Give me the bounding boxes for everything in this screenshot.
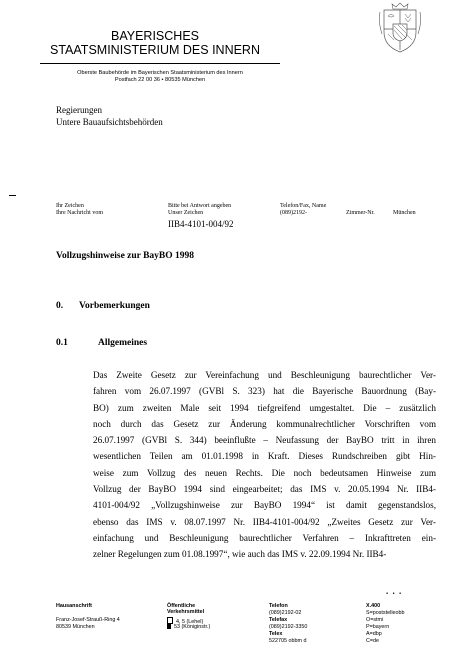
footer-address-line1: Franz-Josef-Strauß-Ring 4 (56, 617, 120, 623)
section-0-1-title: Allgemeines (98, 338, 148, 348)
bus-icon (167, 617, 173, 624)
ministry-name-line2: STAATSMINISTERIUM DES INNERN (50, 43, 260, 57)
footer-transit-title1: Öffentliche (167, 603, 196, 609)
footer-x400-line4: A=dbp (366, 631, 382, 637)
your-letter-date-label: Ihre Nachricht vom (56, 210, 103, 216)
tram-icon (167, 624, 171, 629)
footer-x400-line5: C=de (366, 638, 380, 644)
body-line: ebenso das IMS v. 08.07.1997 Nr. IIB4-4101-004/92 „Zweites Gesetz zur Ver- (93, 516, 436, 527)
footer-fax-value: (089)2192-3350 (269, 624, 308, 630)
footer-phone-title: Telefon (269, 603, 288, 609)
body-line: weise zum Vollzug des neuen Rechts. Die noch bedeutsamen Hinweise zum (93, 467, 436, 478)
recipient-line1: Regierungen (56, 105, 102, 115)
footer-phone-value: (089)2192-02 (269, 610, 302, 616)
ministry-name-line1: BAYERISCHES (111, 29, 199, 43)
footer-tram-text: 53 (Königinstr.) (174, 624, 211, 630)
sender-line2: Postfach 22 00 36 • 80535 München (114, 77, 206, 83)
footer-x400-line2: O=stmi (366, 617, 384, 623)
subject-heading: Vollzugshinweise zur BayBO 1998 (56, 251, 195, 261)
body-paragraph (93, 367, 436, 563)
footer-fax-title: Telefax (269, 617, 288, 623)
body-line: einfachung und Beschleunigung baurechtlicher Verfahren – Inkrafttreten ein- (93, 532, 436, 543)
footer-telex-title: Telex (269, 631, 283, 637)
footer-x400-line3: P=bayern (366, 624, 390, 630)
section-0-number: 0. (56, 301, 64, 311)
section-0-1-number: 0.1 (56, 338, 68, 348)
section-0-title: Vorbemerkungen (79, 301, 150, 311)
phone-prefix-label: (089)2192- (280, 210, 307, 216)
city-label: München (393, 210, 416, 216)
reply-note-label: Bitte bei Antwort angeben (168, 203, 232, 209)
body-line: zelner Regelungen zum 01.08.1997“, wie auch das IMS v. 22.09.1994 Nr. IIB4- (93, 549, 387, 560)
body-line: 4101-004/92 „Vollzugshinweise zur BayBO 1994“ ist damit gegenstandslos, (93, 500, 436, 511)
phone-fax-name-label: Telefon/Fax, Name (280, 203, 327, 209)
body-line: wesentlichen Teilen am 01.01.1998 in Kraft. Dieses Rundschreiben gibt Hin- (93, 451, 436, 462)
body-line: Das Zweite Gesetz zur Vereinfachung und Beschleunigung baurechtlicher Ver- (93, 370, 436, 380)
our-reference-label: Unser Zeichen (168, 210, 204, 216)
footer-bus-text: 4, 5 (Lehel) (176, 619, 204, 625)
footer-tram-line (167, 624, 210, 631)
sender-line1: Oberste Baubehörde im Bayerischen Staatsministerium des Innern (77, 70, 243, 76)
fold-mark (9, 195, 16, 196)
continuation-mark: . . . (386, 586, 403, 596)
body-line: 26.07.1997 (GVBl S. 344) beeinflußte – Neufassung der BayBO tritt in ihren (93, 435, 436, 446)
footer-address-line2: 80539 München (56, 624, 95, 630)
body-line: noch durch das Gesetz zur Änderung kommunalrechtlicher Vorschriften vom (93, 418, 436, 429)
footer-x400-title: X.400 (366, 603, 381, 609)
recipient-line2: Untere Bauaufsichtsbehörden (56, 117, 163, 127)
body-line: fahren vom 26.07.1997 (GVBl S. 323) hat die Bayerische Bauordnung (Bay- (93, 386, 436, 397)
footer-address-title: Hausanschrift (56, 603, 92, 609)
footer-telex-value: 522705 obbm d (269, 638, 307, 644)
footer-x400-line1: S=poststelleobb (366, 610, 405, 616)
body-line: BO) zum zweiten Male seit 1994 tiefgreifend umgestaltet. Die – zusätzlich (93, 402, 436, 413)
room-number-label: Zimmer-Nr. (346, 210, 375, 216)
letterhead-rule (40, 63, 280, 64)
bavarian-coat-of-arms-icon (378, 2, 422, 54)
our-reference-value: IIB4-4101-004/92 (168, 219, 234, 229)
body-line: Vollzug der BayBO 1994 sind eingearbeitet; das IMS v. 20.05.1994 Nr. IIB4- (93, 484, 436, 495)
your-reference-label: Ihr Zeichen (56, 203, 84, 209)
footer-transit-title2: Verkehrsmittel (167, 609, 205, 615)
